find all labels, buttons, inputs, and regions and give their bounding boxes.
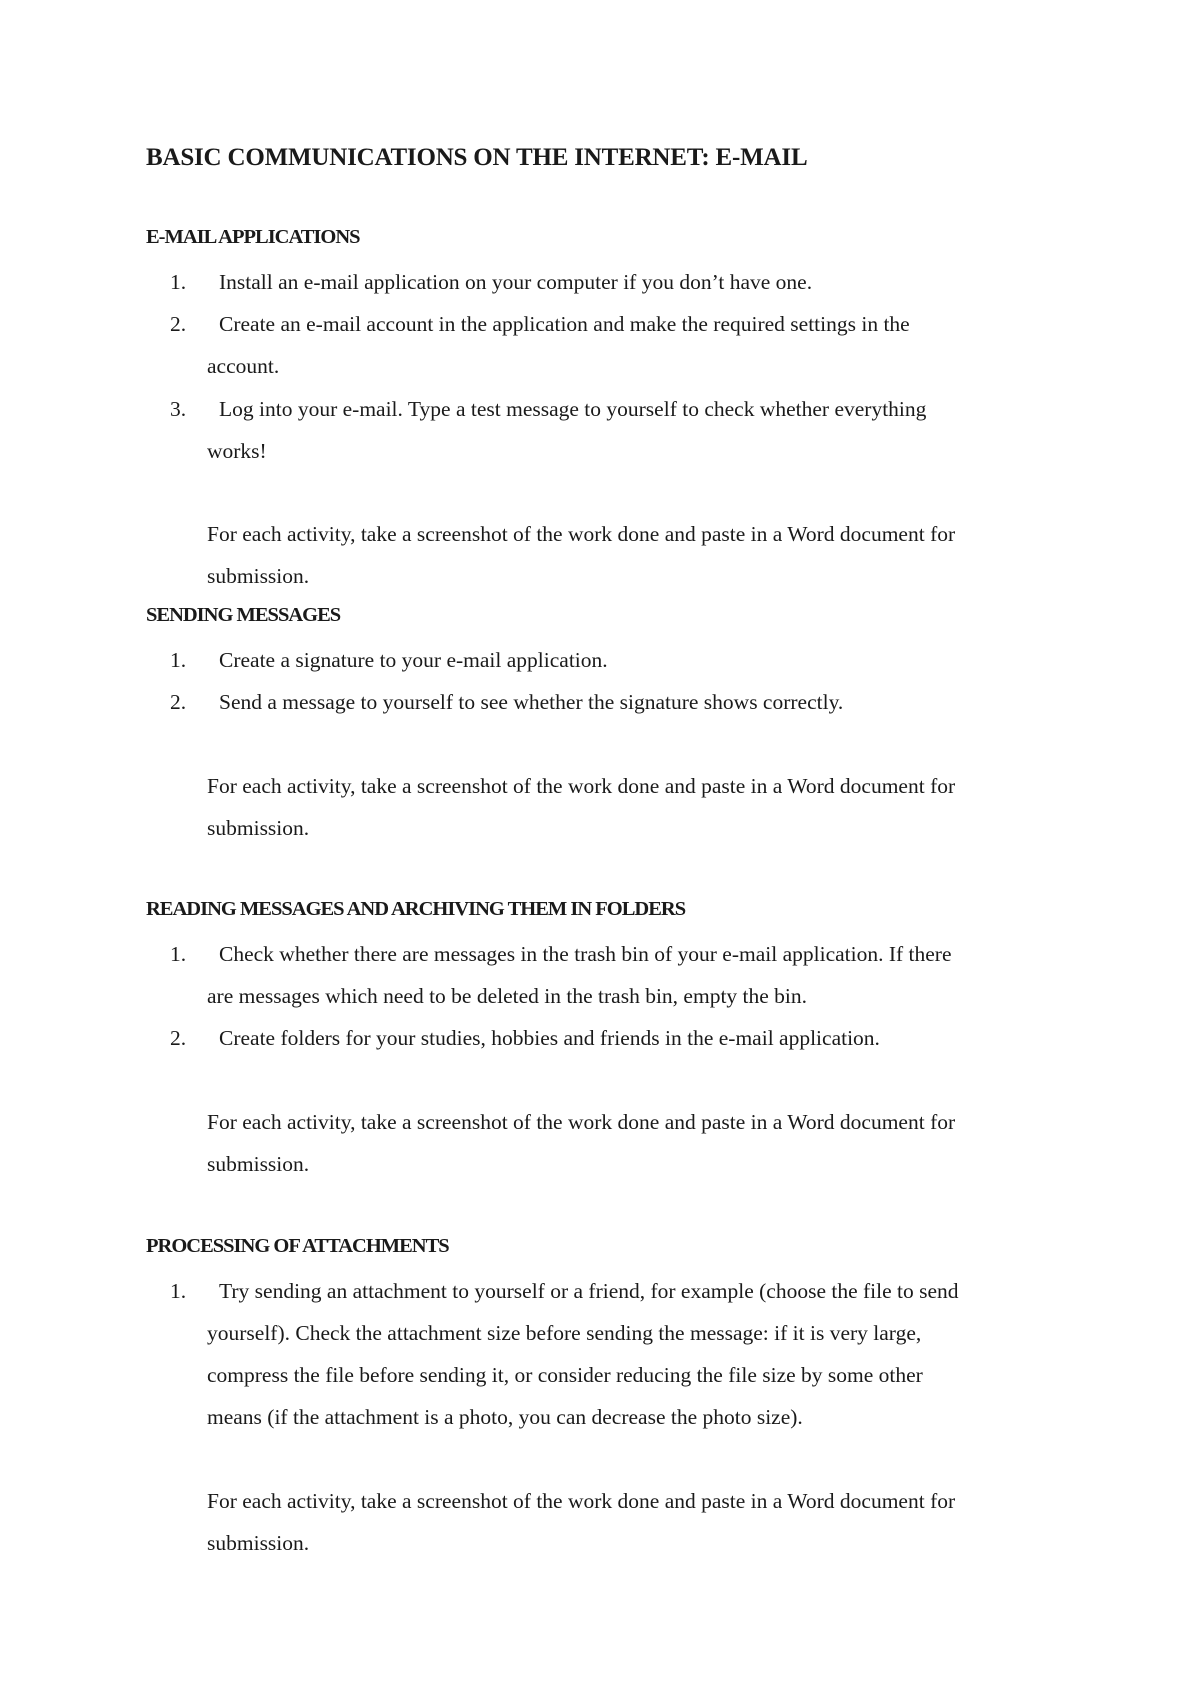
instruction-note: submission.: [207, 1152, 310, 1176]
list-item-text: Send a message to yourself to see whether the signature shows correctly.: [219, 690, 844, 714]
list-item-number: 1.: [170, 942, 187, 966]
list-item-text: Check whether there are messages in the trash bin of your e-mail application. If there: [219, 942, 952, 966]
list-item-text: Try sending an attachment to yourself or a friend, for example (choose the file to send: [219, 1279, 959, 1303]
list-item-text: Create an e-mail account in the application and make the required settings in the: [219, 312, 910, 336]
section-heading-processing-attachments: PROCESSING OF ATTACHMENTS: [146, 1235, 449, 1257]
list-item-number: 1.: [170, 648, 187, 672]
list-item-text-continuation: are messages which need to be deleted in the trash bin, empty the bin.: [207, 984, 808, 1008]
list-item-number: 1.: [170, 270, 187, 294]
instruction-note: submission.: [207, 816, 310, 840]
instruction-note: submission.: [207, 1531, 310, 1555]
document-title: BASIC COMMUNICATIONS ON THE INTERNET: E-MAIL: [146, 144, 808, 171]
instruction-note: For each activity, take a screenshot of the work done and paste in a Word document for: [207, 1489, 956, 1513]
list-item-text: Create folders for your studies, hobbies and friends in the e-mail application.: [219, 1026, 880, 1050]
section-heading-reading-messages: READING MESSAGES AND ARCHIVING THEM IN FOLDERS: [146, 898, 686, 920]
list-item-number: 3.: [170, 397, 187, 421]
list-item-number: 1.: [170, 1279, 187, 1303]
instruction-note: For each activity, take a screenshot of the work done and paste in a Word document for: [207, 774, 956, 798]
list-item-text-continuation: yourself). Check the attachment size before sending the message: if it is very large,: [207, 1321, 922, 1345]
list-item-text-continuation: means (if the attachment is a photo, you can decrease the photo size).: [207, 1405, 803, 1429]
instruction-note: For each activity, take a screenshot of the work done and paste in a Word document for: [207, 522, 956, 546]
list-item-number: 2.: [170, 690, 187, 714]
list-item-number: 2.: [170, 312, 187, 336]
section-heading-sending-messages: SENDING MESSAGES: [146, 604, 341, 626]
instruction-note: submission.: [207, 564, 310, 588]
list-item-text: Log into your e-mail. Type a test message to yourself to check whether everything: [219, 397, 927, 421]
list-item-text-continuation: account.: [207, 354, 280, 378]
list-item-text-continuation: compress the file before sending it, or consider reducing the file size by some other: [207, 1363, 923, 1387]
section-heading-email-applications: E-MAIL APPLICATIONS: [146, 226, 360, 248]
instruction-note: For each activity, take a screenshot of the work done and paste in a Word document for: [207, 1110, 956, 1134]
list-item-number: 2.: [170, 1026, 187, 1050]
list-item-text-continuation: works!: [207, 439, 267, 463]
list-item-text: Create a signature to your e-mail application.: [219, 648, 608, 672]
list-item-text: Install an e-mail application on your computer if you don’t have one.: [219, 270, 813, 294]
